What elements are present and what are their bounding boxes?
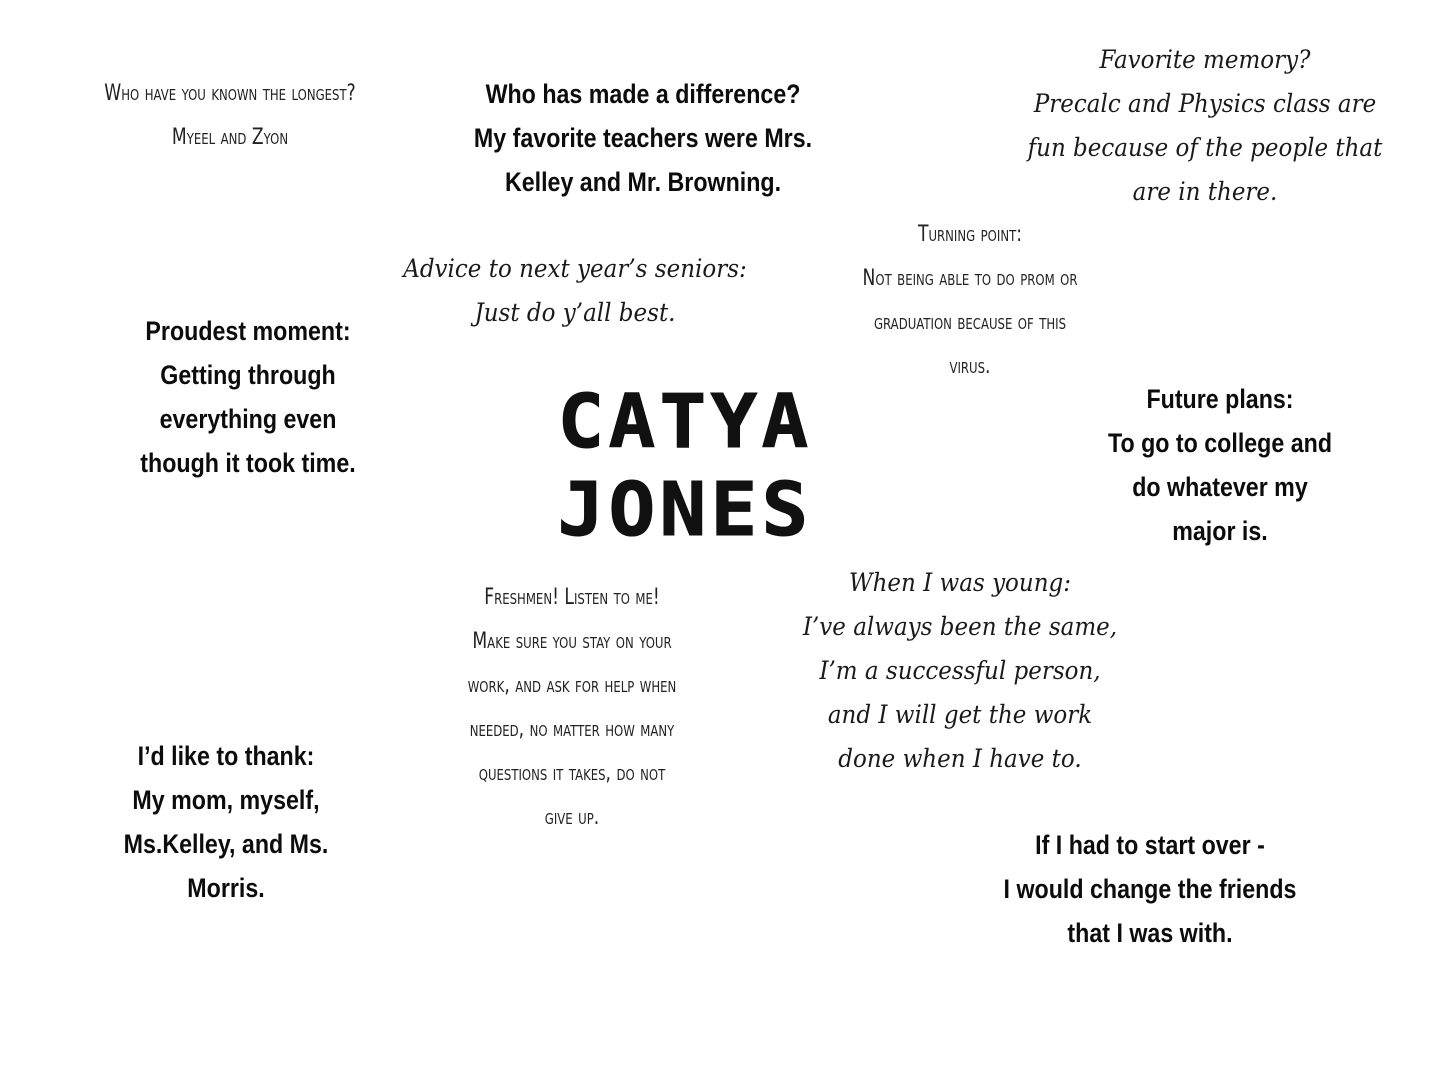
when-young-answer-line-4: done when I have to. — [838, 744, 1082, 773]
difference-answer-line-1: My favorite teachers were Mrs. — [473, 123, 813, 153]
freshmen-line-4: questions it takes, do not — [478, 761, 666, 786]
known-longest-question: Who have you known the longest? — [104, 81, 356, 106]
when-young-answer-line-1: I’ve always been the same, — [802, 612, 1118, 641]
future-plans-answer-line-2: do whatever my — [1132, 472, 1308, 502]
known-longest-block — [74, 72, 386, 160]
freshmen-line-3: needed, no matter how many — [469, 717, 675, 742]
start-over-question: If I had to start over - — [1035, 830, 1265, 860]
difference-answer-line-2: Kelley and Mr. Browning. — [504, 167, 782, 197]
favorite-memory-answer-line-2: fun because of the people that — [1027, 133, 1383, 162]
page-title — [459, 378, 911, 554]
turning-point-answer-line-1: Not being able to do prom or — [862, 266, 1078, 291]
proudest-answer-line-1: Getting through — [160, 360, 336, 390]
known-longest-answer: Myeel and Zyon — [171, 125, 289, 150]
future-plans-block — [1082, 377, 1357, 553]
turning-point-answer-line-2: graduation because of this — [873, 310, 1067, 335]
future-plans-answer-line-3: major is. — [1172, 516, 1268, 546]
favorite-memory-answer-line-1: Precalc and Physics class are — [1033, 89, 1377, 118]
favorite-memory-question: Favorite memory? — [1099, 45, 1311, 74]
proudest-question: Proudest moment: — [145, 316, 351, 346]
future-plans-question: Future plans: — [1146, 384, 1294, 414]
thank-block — [88, 734, 363, 910]
proudest-answer-line-3: though it took time. — [140, 448, 356, 478]
start-over-answer-line-2: that I was with. — [1067, 918, 1233, 948]
difference-question: Who has made a difference? — [485, 79, 801, 109]
freshmen-line-2: work, and ask for help when — [467, 673, 677, 698]
turning-point-block — [830, 213, 1111, 389]
freshmen-line-1: Make sure you stay on your — [472, 629, 672, 654]
freshmen-block — [432, 576, 713, 840]
start-over-block — [987, 823, 1314, 955]
start-over-answer-line-1: I would change the friends — [1003, 874, 1297, 904]
when-young-answer-line-2: I’m a successful person, — [819, 656, 1101, 685]
favorite-memory-block — [1007, 38, 1403, 214]
thank-answer-line-1: My mom, myself, — [132, 785, 320, 815]
proudest-answer-line-2: everything even — [159, 404, 337, 434]
favorite-memory-answer-line-3: are in there. — [1132, 177, 1278, 206]
turning-point-question: Turning point: — [917, 222, 1023, 247]
when-young-question: When I was young: — [848, 568, 1072, 597]
advice-answer: Just do y’all best. — [474, 298, 676, 327]
future-plans-answer-line-1: To go to college and — [1107, 428, 1333, 458]
proudest-block — [110, 309, 385, 485]
thank-answer-line-2: Ms.Kelley, and Ms. — [123, 829, 329, 859]
advice-question: Advice to next year’s seniors: — [403, 254, 747, 283]
title-last-name: JONES — [557, 467, 813, 553]
title-first-name: CATYA — [557, 379, 813, 465]
when-young-block — [785, 561, 1135, 781]
thank-question: I’d like to thank: — [137, 741, 315, 771]
when-young-answer-line-3: and I will get the work — [827, 700, 1093, 729]
freshmen-heading: Freshmen! Listen to me! — [484, 585, 660, 610]
turning-point-answer-line-3: virus. — [949, 354, 991, 379]
advice-block — [400, 247, 750, 335]
thank-answer-line-3: Morris. — [187, 873, 265, 903]
freshmen-line-5: give up. — [544, 805, 600, 830]
difference-block — [454, 72, 832, 204]
